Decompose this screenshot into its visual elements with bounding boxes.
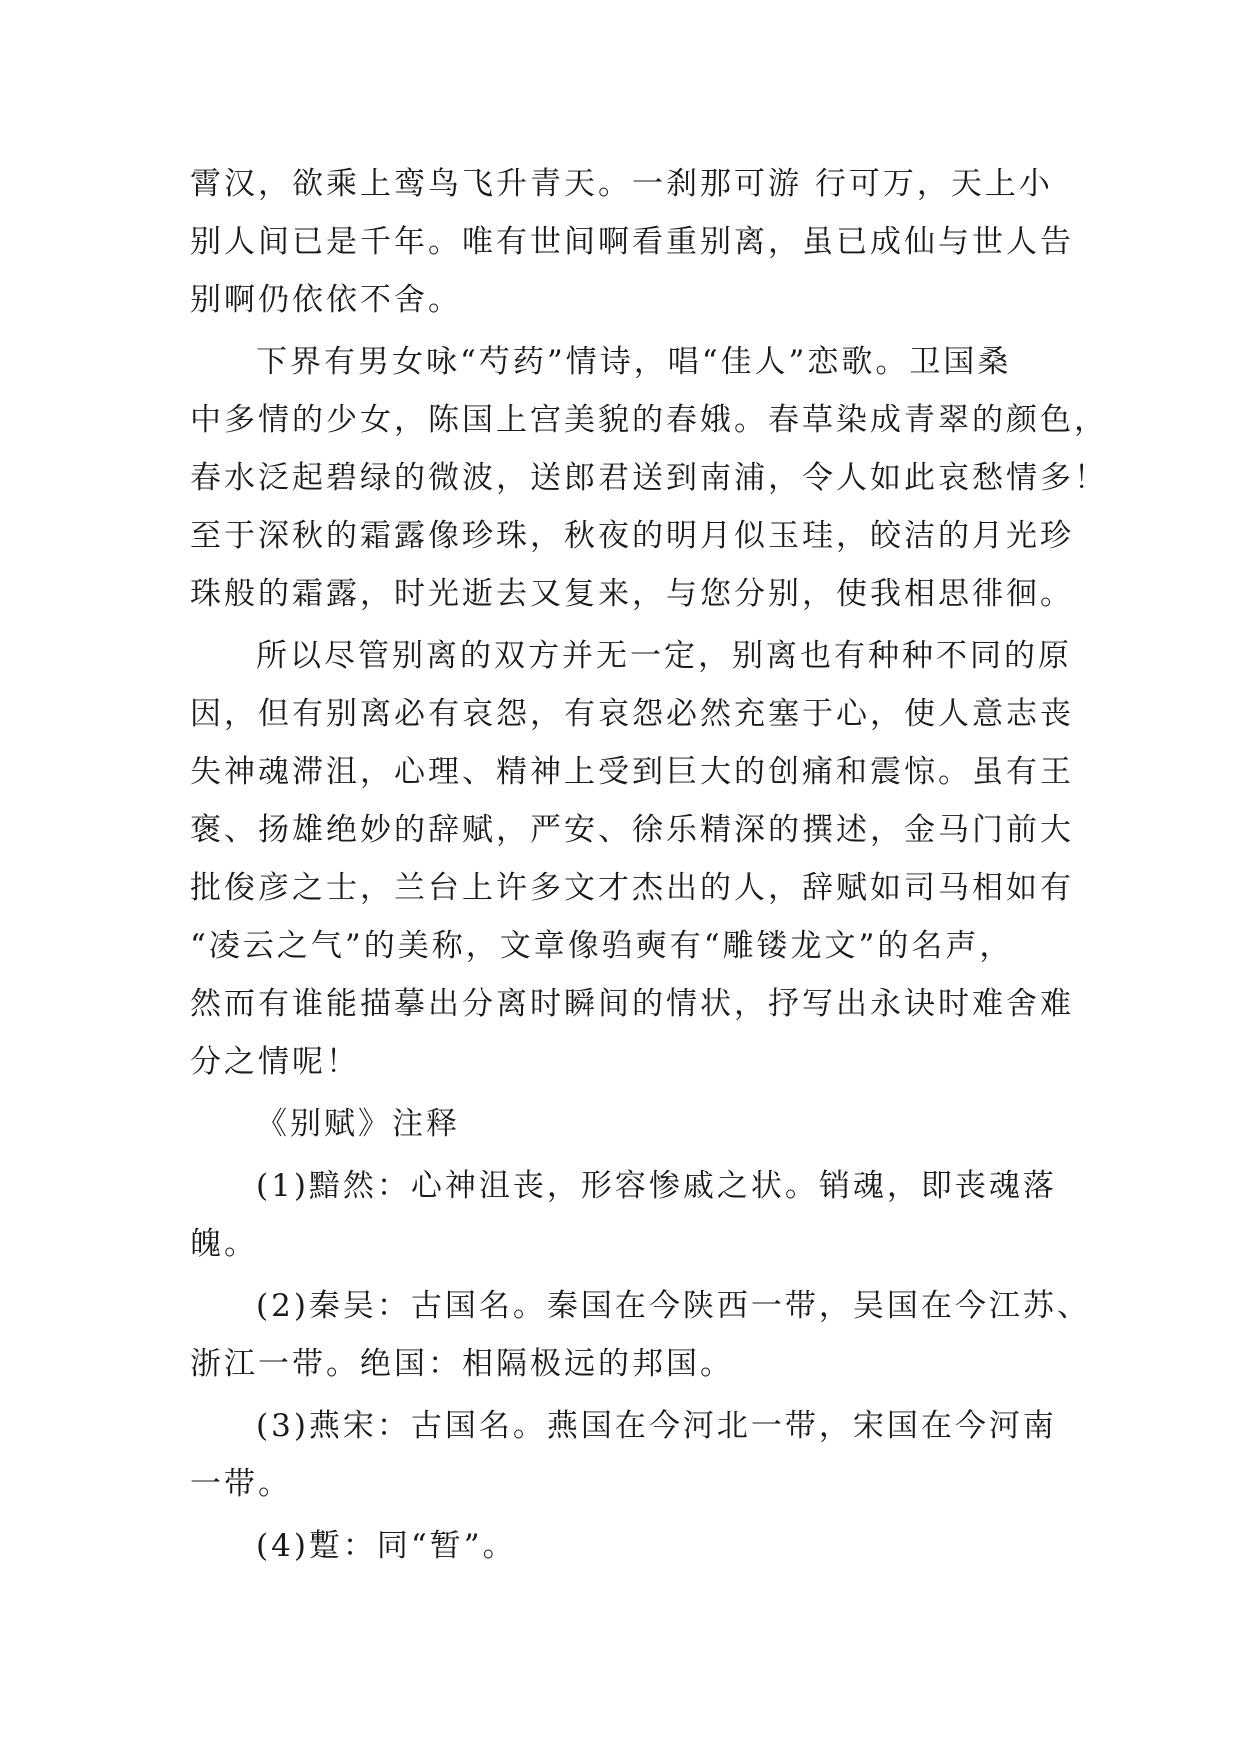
text-line: 霄汉，欲乘上鸾鸟飞升青天。一刹那可游 行可万，天上小 bbox=[190, 166, 1053, 202]
text-line: (4)蹔：同“暂”。 bbox=[256, 1528, 517, 1564]
text-line: 春水泛起碧绿的微波，送郎君送到南浦，令人如此哀愁情多！ bbox=[190, 460, 1108, 496]
text-line: 批俊彦之士，兰台上许多文才杰出的人，辞赋如司马相如有 bbox=[190, 870, 1074, 906]
text-line: 别人间已是千年。唯有世间啊看重别离，虽已成仙与世人告 bbox=[190, 224, 1074, 260]
text-line: (3)燕宋：古国名。燕国在今河北一带，宋国在今河南 bbox=[256, 1408, 1057, 1444]
text-line: 魄。 bbox=[190, 1226, 258, 1262]
note-item bbox=[190, 1157, 1070, 1273]
paragraph bbox=[190, 333, 1108, 623]
paragraph bbox=[190, 155, 1074, 329]
text-line: 失神魂滞沮，心理、精神上受到巨大的创痛和震惊。虽有王 bbox=[190, 754, 1074, 790]
document-page bbox=[190, 155, 1108, 1575]
text-line: 别啊仍依依不舍。 bbox=[190, 282, 462, 318]
note-item bbox=[190, 1277, 1091, 1393]
text-line: 所以尽管别离的双方并无一定，别离也有种种不同的原 bbox=[256, 638, 1072, 674]
text-line: 中多情的少女，陈国上宫美貌的春娥。春草染成青翠的颜色， bbox=[190, 402, 1108, 438]
text-line: “凌云之气”的美称，文章像驺奭有“雕镂龙文”的名声， bbox=[190, 928, 1014, 964]
notes-heading bbox=[190, 1095, 1070, 1153]
text-line: (1)黯然：心神沮丧，形容惨戚之状。销魂，即丧魂落 bbox=[256, 1168, 1057, 1204]
text-line: 分之情呢！ bbox=[190, 1044, 360, 1080]
text-line: 因，但有别离必有哀怨，有哀怨必然充塞于心，使人意志丧 bbox=[190, 696, 1074, 732]
text-line: 至于深秋的霜露像珍珠，秋夜的明月似玉珪，皎洁的月光珍 bbox=[190, 518, 1074, 554]
text-line: (2)秦吴：古国名。秦国在今陕西一带，吴国在今江苏、 bbox=[256, 1288, 1091, 1324]
text-line: 然而有谁能描摹出分离时瞬间的情状，抒写出永诀时难舍难 bbox=[190, 986, 1074, 1022]
note-item bbox=[190, 1397, 1070, 1513]
text-line: 《别赋》注释 bbox=[256, 1106, 460, 1142]
text-line: 褒、扬雄绝妙的辞赋，严安、徐乐精深的撰述，金马门前大 bbox=[190, 812, 1074, 848]
text-line: 浙江一带。绝国：相隔极远的邦国。 bbox=[190, 1346, 734, 1382]
text-line: 一带。 bbox=[190, 1466, 292, 1502]
text-line: 下界有男女咏“芍药”情诗，唱“佳人”恋歌。卫国桑 bbox=[256, 344, 1012, 380]
note-item bbox=[190, 1517, 1070, 1575]
text-line: 珠般的霜露，时光逝去又复来，与您分别，使我相思徘徊。 bbox=[190, 576, 1074, 612]
paragraph bbox=[190, 627, 1074, 1091]
